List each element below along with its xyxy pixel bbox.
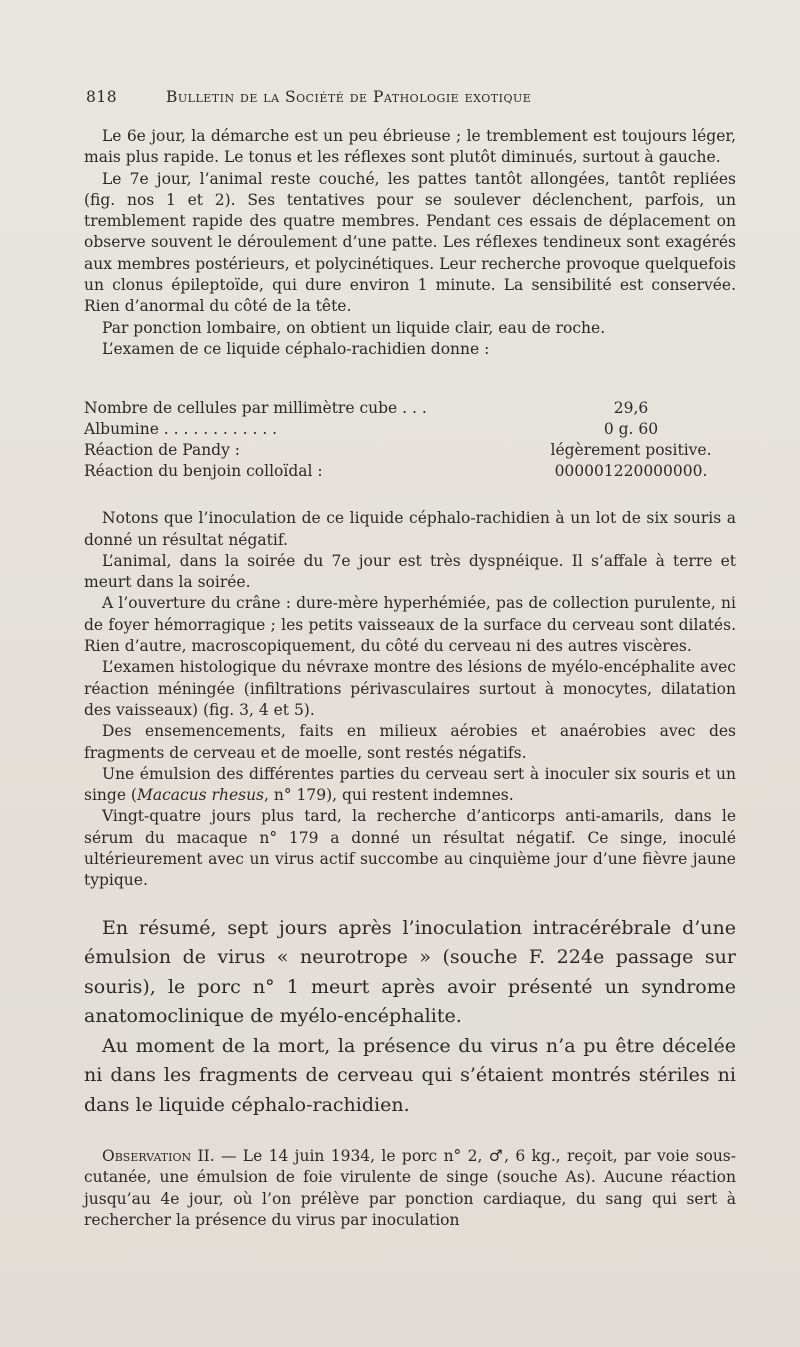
paragraph-histology: L’examen histologique du névraxe montre des lésions de myélo-encéphalite avec réaction méningée (infiltrations périvasculaires surtout à monocytes, dilatation des vaisseaux) (fig. 3, 4 et 5). xyxy=(84,658,736,719)
paragraph-monkey xyxy=(84,764,736,807)
text-part: Une émulsion des différentes parties du cerveau sert à inoculer six souris et un singe ( xyxy=(84,764,736,805)
table-row xyxy=(84,440,736,461)
paragraph-csf-intro: L’examen de ce liquide céphalo-rachidien donne : xyxy=(102,339,490,358)
article-body xyxy=(84,126,736,1231)
row-label: Réaction du benjoin colloïdal : xyxy=(84,462,323,481)
paragraph-death: L’animal, dans la soirée du 7e jour est très dyspnéique. Il s’affale à terre et meurt dans la soirée. xyxy=(84,551,736,592)
row-label: Albumine . . . . . . . . . . . . xyxy=(84,420,278,439)
observation-text: — Le 14 juin 1934, le porc n° 2, ♂, 6 kg., reçoit, par voie sous-cutanée, une émulsion de foie virulente de singe (souche As). Aucune réaction jusqu’au 4e jour, où l’on prélève par ponction cardiaque, du sang qui sert à rechercher la présence du virus par inoculation xyxy=(84,1147,736,1229)
row-label: Nombre de cellules par millimètre cube . . . xyxy=(84,399,427,418)
row-value: 000001220000000. xyxy=(554,462,708,481)
page-number: 818 xyxy=(86,88,118,106)
table-row xyxy=(84,398,736,419)
csf-results-table xyxy=(84,398,736,482)
paragraph-skull: A l’ouverture du crâne : dure-mère hyperhémiée, pas de collection purulente, ni de foyer hémorragique ; les petits vaisseaux de la surface du cerveau sont dilatés. Rien d’autre, macroscopiquement, du côté du cerveau ni des autres viscères. xyxy=(84,594,736,656)
table-row xyxy=(84,419,736,440)
table-row xyxy=(84,461,736,482)
paragraph-antibodies: Vingt-quatre jours plus tard, la recherche d’anticorps anti-amarils, dans le sérum du macaque n° 179 a donné un résultat négatif. Ce singe, inoculé ultérieurement avec un virus actif succombe au cinquième jour d’une fièvre jaune typique. xyxy=(84,807,736,890)
row-value: 29,6 xyxy=(613,399,649,418)
summary-paragraph: Au moment de la mort, la présence du virus n’a pu être décelée ni dans les fragments de cerveau qui s’étaient montrés stériles ni dans le liquide céphalo-rachidien. xyxy=(84,1034,736,1116)
running-head xyxy=(86,88,736,106)
paragraph-inoculation: Notons que l’inoculation de ce liquide céphalo-rachidien à un lot de six souris a donné un résultat négatif. xyxy=(84,509,736,549)
summary xyxy=(84,914,736,1121)
observation-label: Observation II. xyxy=(102,1147,215,1166)
text-part: , n° 179), qui restent indemnes. xyxy=(264,786,514,805)
autopsy-notes xyxy=(84,508,736,891)
journal-title: Bulletin de la Société de Pathologie exotique xyxy=(166,88,532,106)
paragraph-day6: Le 6e jour, la démarche est un peu ébrieuse ; le tremblement est toujours léger, mais plus rapide. Le tonus et les réflexes sont plutôt diminués, surtout à gauche. xyxy=(84,127,736,167)
observation-ii xyxy=(84,1146,736,1231)
paragraph-day7: Le 7e jour, l’animal reste couché, les pattes tantôt allongées, tantôt repliées (fig. nos 1 et 2). Ses tentatives pour se soulever déclenchent, parfois, un tremblement rapide des quatre membres. Pendant ces essais de déplacement on observe souvent le déroulement d’une patte. Les réflexes tendineux sont exagérés aux membres postérieurs, et polycinétiques. Leur recherche provoque quelquefois un clonus épileptoïde, qui dure environ 1 minute. La sensibilité est conservée. Rien d’anormal du côté de la tête. xyxy=(84,169,736,316)
summary-paragraph: En résumé, sept jours après l’inoculation intracérébrale d’une émulsion de virus « neurotrope » (souche F. 224e passage sur souris), le porc n° 1 meurt après avoir présenté un syndrome anatomoclinique de myélo-encéphalite. xyxy=(84,916,736,1028)
row-label: Réaction de Pandy : xyxy=(84,441,240,460)
paragraph-lumbar-puncture: Par ponction lombaire, on obtient un liquide clair, eau de roche. xyxy=(102,318,606,337)
paragraph-cultures: Des ensemencements, faits en milieux aérobies et anaérobies avec des fragments de cerveau et de moelle, sont restés négatifs. xyxy=(84,722,736,762)
row-value: légèrement positive. xyxy=(550,441,712,460)
clinical-course xyxy=(84,126,736,360)
row-value: 0 g. 60 xyxy=(603,420,659,439)
observation-paragraph xyxy=(84,1146,736,1231)
species-name: Macacus rhesus xyxy=(136,786,265,805)
